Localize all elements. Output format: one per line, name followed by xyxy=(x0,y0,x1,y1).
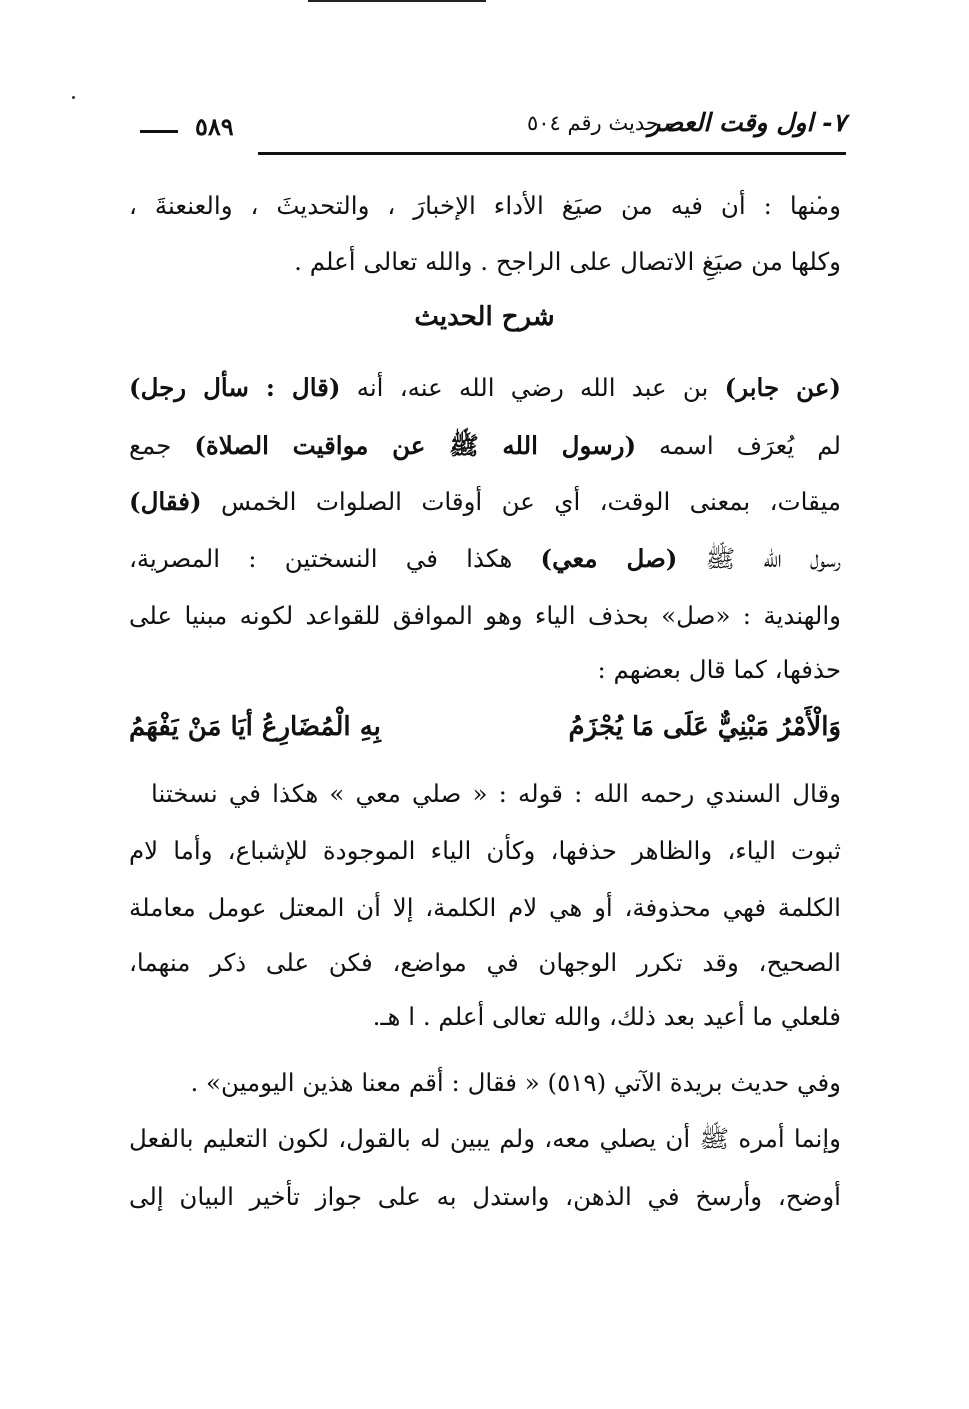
page-number: ٥٨٩ xyxy=(195,112,234,141)
chapter-title: ٧- اول وقت العصر xyxy=(648,108,846,137)
poetry-verse xyxy=(129,712,841,756)
plain-text: هكذا في النسختين : المصرية، xyxy=(129,544,541,573)
sindi-line: الكلمة فهي محذوفة، أو هي لام الكلمة، إلا أن المعتل عومل معاملة xyxy=(129,893,841,922)
sindi-line: الصحيح، وقد تكرر الوجهان في مواضع، فكن على ذكر منهما، xyxy=(129,948,841,977)
sharh-line: والهندية : «صل» بحذف الياء وهو الموافق للقواعد لكونه مبنيا على xyxy=(129,601,841,630)
running-header xyxy=(140,108,846,158)
plain-text: رسول الله ﷺ xyxy=(677,544,841,573)
plain-text: جمع xyxy=(129,431,195,460)
header-rule xyxy=(258,152,846,155)
intro-line: وكلها من صيَغِ الاتصال على الراجح . والله تعالى أعلم . xyxy=(294,247,841,276)
bold-phrase: (فقال) xyxy=(129,487,202,516)
sharh-line xyxy=(129,539,841,579)
sindi-line: ثبوت الياء، والظاهر حذفها، وكأن الياء الموجودة للإشباع، وأما لام xyxy=(129,836,841,865)
hadith-reference: – حديث رقم ٥٠٤ xyxy=(527,111,676,135)
bold-phrase: (قال : سأل رجل) xyxy=(129,373,341,402)
sharh-line xyxy=(129,482,841,522)
sharh-line xyxy=(129,368,841,408)
bold-phrase: (صل معي) xyxy=(540,544,678,573)
bold-phrase: (عن جابر) xyxy=(724,373,841,402)
sharh-line xyxy=(129,426,841,466)
scan-edge-line xyxy=(308,0,486,2)
sindi-line: فلعلي ما أعيد بعد ذلك، والله تعالى أعلم . ا هـ. xyxy=(372,1002,841,1031)
verse-second-hemistich: بِهِ الْمُضَارِعُ أيَا مَنْ يَفْهَمُ xyxy=(129,712,381,742)
verse-first-hemistich: وَالْأَمْرُ مَبْنِيٌّ عَلَى مَا يُجْزَمُ xyxy=(568,712,841,742)
header-dash xyxy=(140,130,178,133)
bold-phrase: (رسول الله ﷺ عن مواقيت الصلاة) xyxy=(194,431,637,460)
buraida-line: أوضح، وأرسخ في الذهن، واستدل به على جواز تأخير البيان إلى xyxy=(129,1182,841,1211)
section-heading: شرح الحديث xyxy=(414,302,555,332)
scan-speck xyxy=(72,96,75,99)
buraida-line: وإنما أمره ﷺ أن يصلي معه، ولم يبين له بالقول، لكون التعليم بالفعل xyxy=(129,1124,841,1153)
plain-text: ميقات، بمعنى الوقت، أي عن أوقات الصلوات الخمس xyxy=(201,487,841,516)
intro-line: ومنها : أن فيه من صيَغ الأداء الإخبارَ ، والتحديثَ ، والعنعنةَ ، xyxy=(129,191,841,220)
buraida-line: وفي حديث بريدة الآتي (٥١٩) « فقال : أقم معنا هذين اليومين» . xyxy=(190,1068,841,1097)
plain-text: لم يُعرَف اسمه xyxy=(636,431,841,460)
plain-text: بن عبد الله رضي الله عنه، أنه xyxy=(340,373,725,402)
sharh-line: حذفها، كما قال بعضهم : xyxy=(597,655,841,684)
sindi-line: وقال السندي رحمه الله : قوله : « صلي معي » هكذا في نسختنا xyxy=(151,779,841,808)
